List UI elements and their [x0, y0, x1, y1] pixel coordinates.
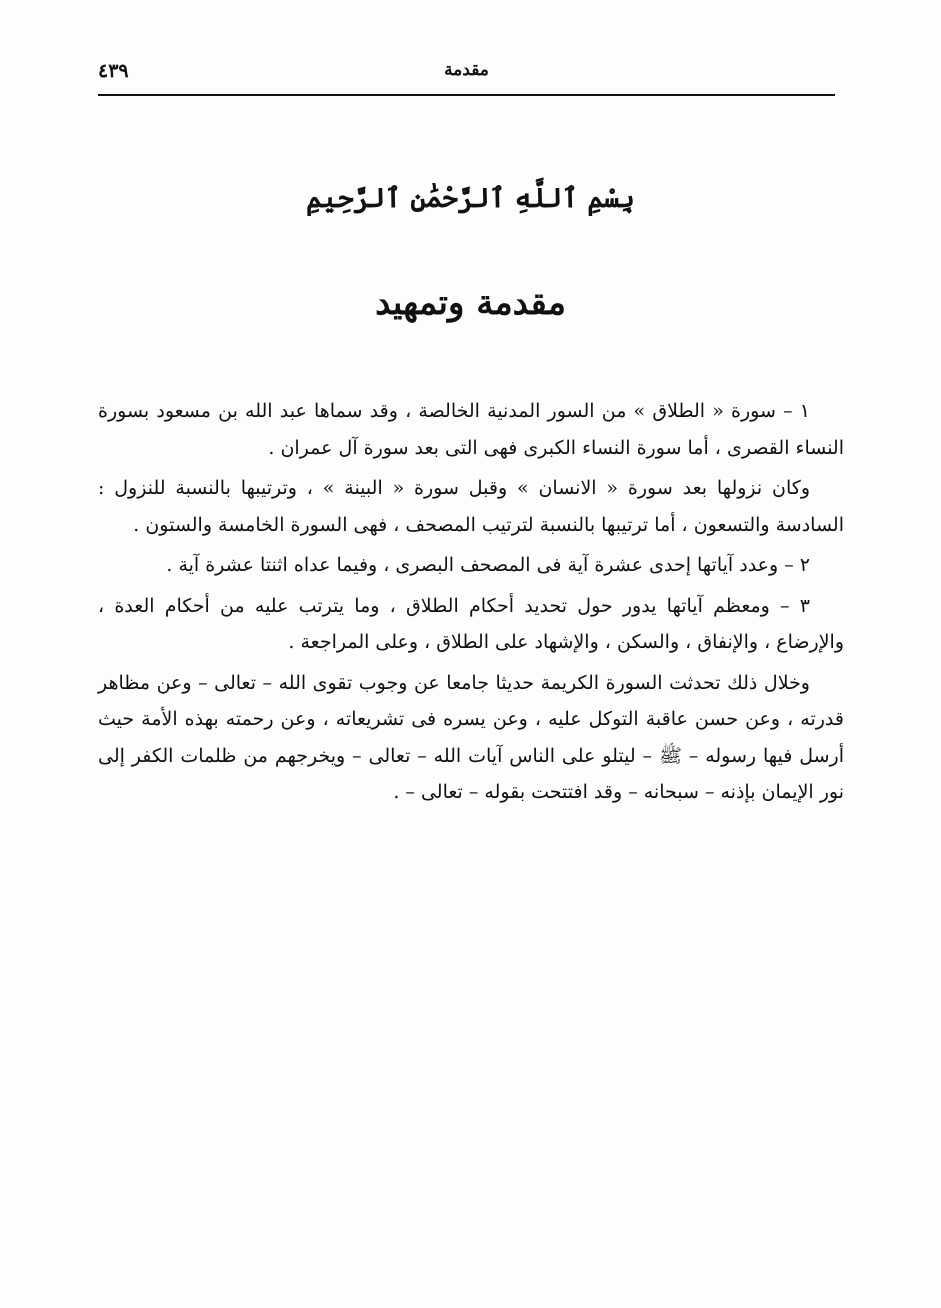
paragraph: ٢ – وعدد آياتها إحدى عشرة آية فى المصحف البصرى ، وفيما عداه اثنتا عشرة آية .	[166, 554, 810, 576]
chapter-title: مقدمة وتمهيد	[375, 283, 566, 323]
running-header	[98, 52, 835, 92]
header-rule	[98, 94, 835, 96]
basmala: بِسْمِ ٱللَّهِ ٱلرَّحْمَٰنِ ٱلرَّحِيمِ	[306, 183, 635, 214]
body-text	[98, 393, 844, 815]
paragraph: وخلال ذلك تحدثت السورة الكريمة حديثا جامعا عن وجوب تقوى الله – تعالى – وعن مظاهر قدرته ، وعن حسن عاقبة التوكل عليه ، وعن يسره فى تشريعاته ، وعن رحمته بهذه الأمة حيث أرسل فيها رسوله – ﷺ – ليتلو على الناس آيات الله – تعالى – ويخرجهم من ظلمات الكفر إلى نور الإيمان بإذنه – سبحانه – وقد افتتحت بقوله – تعالى – .	[98, 671, 844, 803]
page-number: ٤٣٩	[98, 60, 129, 82]
paragraph: ٣ – ومعظم آياتها يدور حول تحديد أحكام الطلاق ، وما يترتب عليه من أحكام العدة ، والإرضاع ، والإنفاق ، والسكن ، والإشهاد على الطلاق ، وعلى المراجعة .	[98, 594, 844, 653]
paragraph: وكان نزولها بعد سورة « الانسان » وقبل سورة « البينة » ، وترتيبها بالنسبة للنزول : السادسة والتسعون ، أما ترتيبها بالنسبة لترتيب المصحف ، فهى السورة الخامسة والستون .	[98, 477, 844, 536]
running-title: مقدمة	[444, 60, 489, 80]
paragraph: ١ – سورة « الطلاق » من السور المدنية الخالصة ، وقد سماها عبد الله بن مسعود بسورة النساء القصرى ، أما سورة النساء الكبرى فهى التى بعد سورة آل عمران .	[98, 400, 844, 459]
